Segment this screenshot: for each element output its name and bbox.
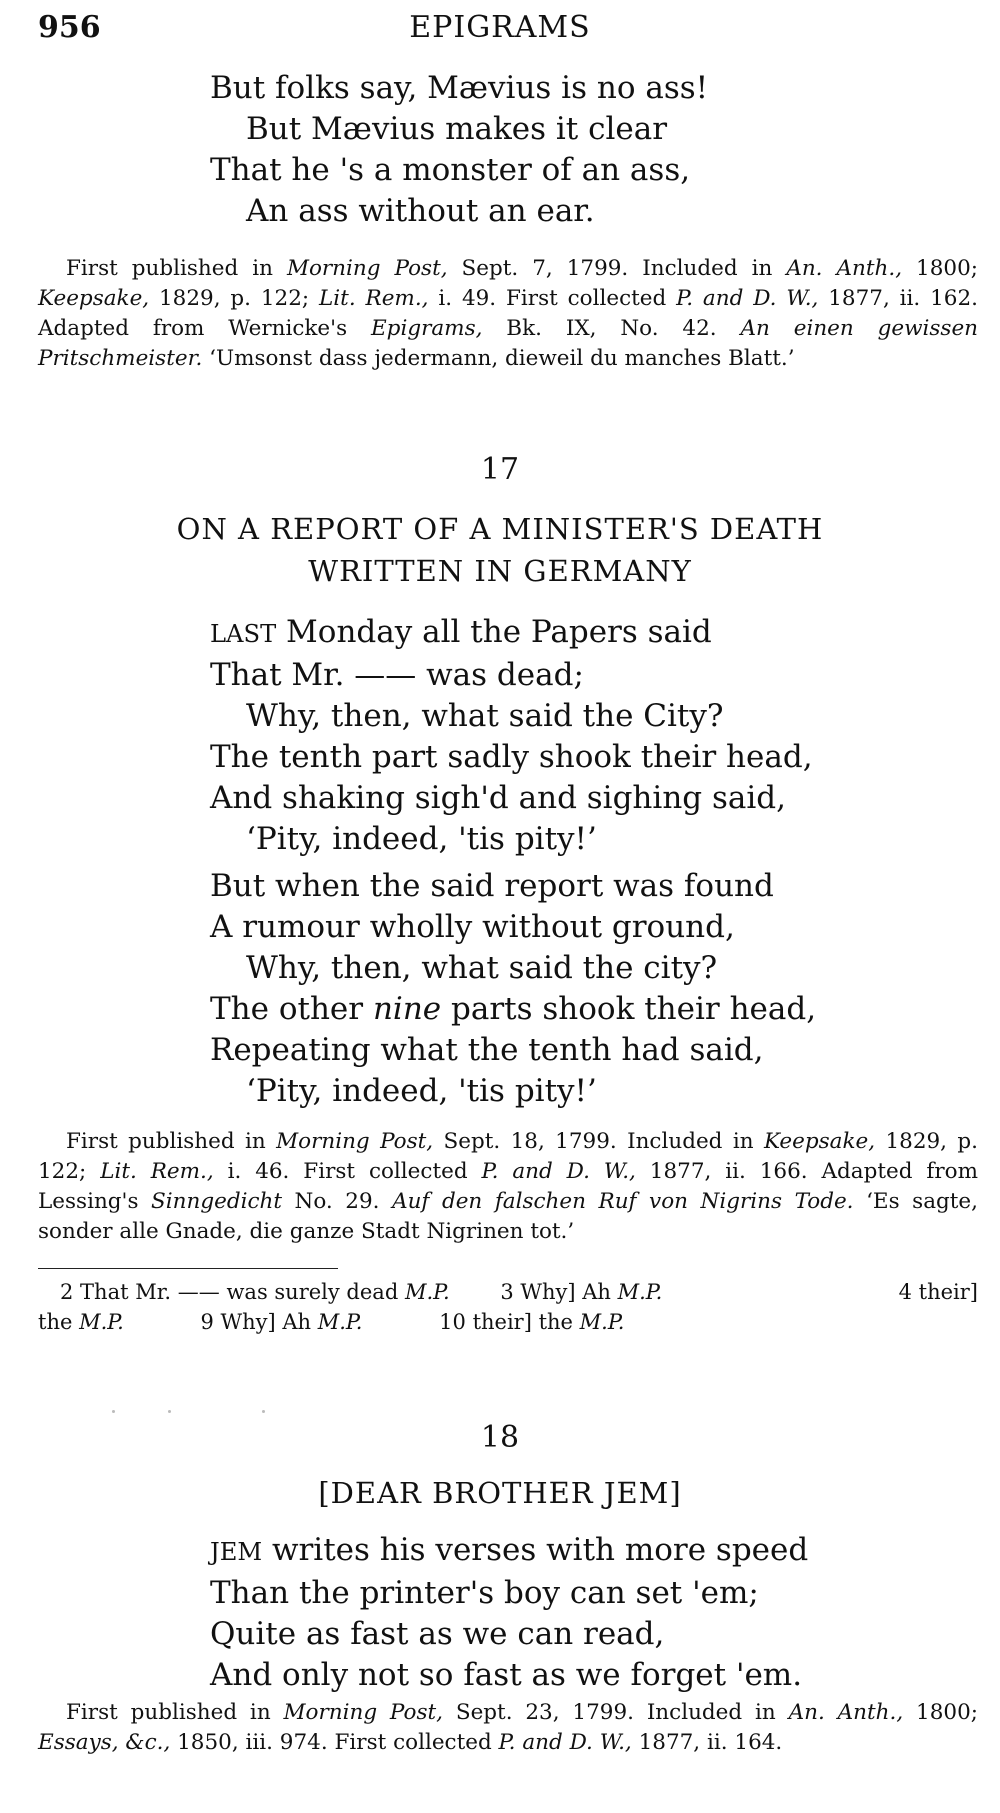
verse-line: ‘Pity, indeed, 'tis pity!’ xyxy=(246,821,597,857)
poem18-note: First published in Morning Post, Sept. 23, 1799. Included in An. Anth., 1800; Essays, &c., 1850, iii. 974. First collected P. and D. W., 1877, ii. 164. xyxy=(38,1700,978,1755)
poem18-number: 18 xyxy=(480,1420,520,1455)
poem18-stanza xyxy=(210,1530,808,1696)
running-header xyxy=(38,10,962,50)
verse-line: ‘Pity, indeed, 'tis pity!’ xyxy=(246,1073,597,1109)
verse-line: An ass without an ear. xyxy=(246,193,595,229)
poem17-stanza-2 xyxy=(210,866,816,1112)
running-title: EPIGRAMS xyxy=(409,10,591,45)
poem17-note: First published in Morning Post, Sept. 18, 1799. Included in Keepsake, 1829, p. 122; Lit. Rem., i. 46. First collected P. and D. W., 1877, ii. 166. Adapted from Lessing's Sinngedicht No. 29. Auf den falschen Ruf von Nigrins Tode. ‘Es sagte, sonder alle Gnade, die ganze Stadt Nigrinen tot.’ xyxy=(38,1129,978,1244)
poem17-variants-line2: the M.P. 9 Why] Ah M.P. 10 their] the M.P. xyxy=(38,1310,625,1334)
poem17-variants-line1: 2 That Mr. —— was surely dead M.P. 3 Why] Ah M.P. xyxy=(60,1280,663,1304)
poem17-stanza-1 xyxy=(210,612,813,860)
print-speck xyxy=(168,1410,171,1413)
verse-line: JEM writes his verses with more speed xyxy=(210,1532,809,1568)
verse-line: Quite as fast as we can read, xyxy=(210,1616,665,1652)
verse-line: And only not so fast as we forget 'em. xyxy=(210,1657,803,1693)
verse-line: Why, then, what said the City? xyxy=(246,698,724,734)
print-speck xyxy=(262,1410,265,1413)
verse-line: But Mævius makes it clear xyxy=(246,111,668,147)
verse-line: A rumour wholly without ground, xyxy=(210,909,735,945)
verse-line: Why, then, what said the city? xyxy=(246,950,718,986)
verse-line: That he 's a monster of an ass, xyxy=(210,152,691,188)
poem17-number: 17 xyxy=(480,452,520,487)
verse-line: The tenth part sadly shook their head, xyxy=(210,739,813,775)
verse-line: Repeating what the tenth had said, xyxy=(210,1032,764,1068)
poem18-title: [DEAR BROTHER JEM] xyxy=(318,1476,682,1510)
verse-line: The other nine parts shook their head, xyxy=(210,991,817,1027)
verse-line: But folks say, Mævius is no ass! xyxy=(210,70,709,106)
poem17-title: ON A REPORT OF A MINISTER'S DEATH WRITTEN IN GERMANY xyxy=(176,512,824,588)
poem16-stanza xyxy=(210,68,708,232)
print-speck xyxy=(112,1410,115,1413)
verse-line: That Mr. —— was dead; xyxy=(210,657,584,693)
poem17-variants-end: 4 their] xyxy=(898,1280,978,1304)
page-number: 956 xyxy=(38,10,101,45)
poem16-note: First published in Morning Post, Sept. 7, 1799. Included in An. Anth., 1800; Keepsake, 1829, p. 122; Lit. Rem., i. 49. First collected P. and D. W., 1877, ii. 162. Adapted from Wernicke's Epigrams, Bk. IX, No. 42. An einen gewissen Pritschmeister. ‘Umsonst dass jedermann, dieweil du manches Blatt.’ xyxy=(38,256,979,371)
footnote-rule xyxy=(38,1268,338,1269)
verse-line: LAST Monday all the Papers said xyxy=(210,614,712,650)
verse-line: Than the printer's boy can set 'em; xyxy=(210,1575,759,1611)
verse-line: But when the said report was found xyxy=(210,868,774,904)
verse-line: And shaking sigh'd and sighing said, xyxy=(210,780,786,816)
